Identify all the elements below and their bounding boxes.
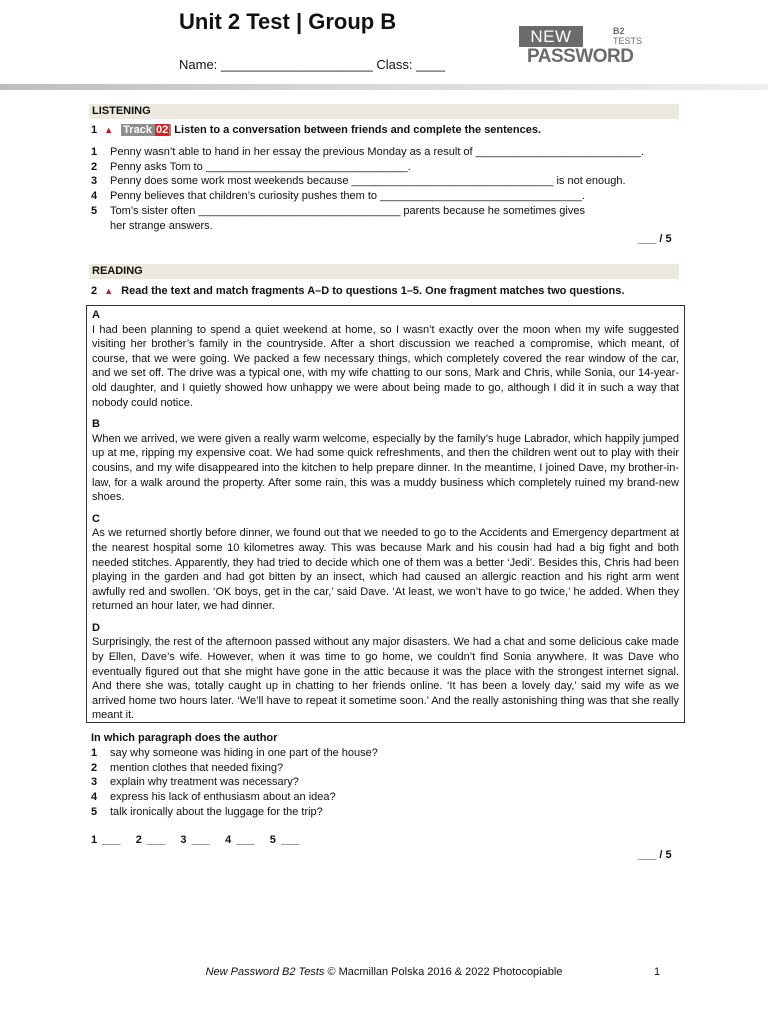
footer-copyright [0,966,768,978]
graduation-cap-icon: ▲ [104,125,114,135]
logo-b2-tests [613,26,642,46]
paragraph-text: When we arrived, we were given a really warm welcome, especially by the family’s huge Labrador, which happily jumped up at me, ripping my expensive coat. We had some quick refreshments, and then the children went out to play with their cousins, and my wife disappeared into the kitchen to help prepare dinner. In the meantime, I joined Dave, my brother-in-law, for a walk around the property. After some rain, this was a muddy business which completely ruined my brand-new shoes. [92,432,679,504]
page-title: Unit 2 Test | Group B [179,9,397,34]
logo-password: PASSWORD [527,46,634,67]
track-number: 02 [155,124,169,136]
paragraph-text: As we returned shortly before dinner, we found out that we needed to go to the Accidents and Emergency department at the nearest hospital some 10 kilometres away. This was because Mark and his cousin had had a big fight and both needed stitches. Apparently, they had tried to decide which one of them was a better ‘Jedi’. Besides this, Chris had been playing in the garden and had got bitten by an insect, which had caused an allergic reaction and his right arm went awfully red and swollen. ‘OK boys, get in the car,’ said Dave. ‘At least, we won’t have to go twice,’ he added. When they returned an hour later, we had dinner. [92,527,679,613]
list-item: 5 talk ironically about the luggage for the trip? [91,805,323,818]
track-badge [121,124,171,136]
list-item: 3 explain why treatment was necessary? [91,776,299,789]
header-divider [0,84,768,90]
instruction-text: Read the text and match fragments A–D to questions 1–5. One fragment matches two questions. [121,285,625,297]
list-item: 1 say why someone was hiding in one part of the house? [91,747,378,759]
reading-questions [91,746,681,820]
name-class-line: Name: _____________________ Class: ____ [179,57,445,72]
listening-section-bar: LISTENING [89,104,679,119]
list-item: 5 Tom’s sister often _________________________________ parents because he sometimes gives [91,204,585,217]
paragraph-letter: B [92,418,100,431]
list-item: 1 Penny wasn’t able to hand in her essay the previous Monday as a result of ___________________________. [91,146,644,158]
new-password-logo [519,26,644,66]
listening-items [91,145,681,233]
listening-instruction [91,123,541,137]
exercise-number: 2 [91,285,98,297]
reading-instruction [91,284,624,298]
logo-tests: TESTS [613,36,643,46]
paragraph-text: Surprisingly, the rest of the afternoon passed without any major disasters. We had a chat and some delicious cake made by Ellen, Dave’s wife. However, when it was time to go home, we couldn’t find Sonia anywhere. It was Dave who eventually figured out that she might have gone in the attic because it was the place with the strongest internet signal. And there she was, totally caught up in chatting to her friends online. ‘It has been a lovely day,’ said my wife as we arrived home two hours later. ‘We’ll have to repeat it sometime soon.’ And the really astonishing thing was that she really meant it. [92,636,679,722]
footer-rest: © Macmillan Polska 2016 & 2022 Photocopiable [324,966,563,978]
track-label: Track [123,124,152,136]
reading-score: ___ / 5 [638,849,672,861]
footer-brand: New Password B2 Tests [205,966,325,978]
instruction-text: Listen to a conversation between friends and complete the sentences. [174,124,542,136]
paragraph-letter: A [92,309,100,321]
answer-blanks: 1 ___ 2 ___ 3 ___ 4 ___ 5 ___ [91,834,300,846]
graduation-cap-icon: ▲ [104,286,114,296]
list-item: 3 Penny does some work most weekends because _________________________________ is not enough. [91,175,626,188]
logo-new: NEW [519,26,583,47]
question-heading: In which paragraph does the author [91,732,278,744]
paragraph-letter: C [92,512,100,525]
page-number: 1 [654,966,661,978]
reading-text-box [86,305,685,723]
list-item: her strange answers. [110,219,213,232]
paragraph-text: I had been planning to spend a quiet weekend at home, so I wasn’t exactly over the moon when my wife suggested visiting her brother’s family in the countryside. After a short discussion we reached a compromise, which meant, of course, that we were going. We packed a few necessary things, which completely covered the rear window of the car, and we set off. The drive was a typical one, with my wife chatting to our sons, Mark and Chris, while Sonia, our 14-year-old daughter, and I quietly showed how unhappy we were about being made to go, although I did it in such a way that nobody could notice. [92,323,679,409]
list-item: 2 mention clothes that needed fixing? [91,761,284,774]
list-item: 2 Penny asks Tom to _________________________________. [91,160,411,173]
paragraph-letter: D [92,621,100,634]
logo-b2: B2 [613,26,625,36]
exercise-number: 1 [91,124,98,136]
list-item: 4 Penny believes that children’s curiosity pushes them to _________________________________. [91,190,585,203]
listening-score: ___ / 5 [638,233,672,245]
list-item: 4 express his lack of enthusiasm about an idea? [91,791,336,804]
reading-section-bar: READING [89,264,679,279]
